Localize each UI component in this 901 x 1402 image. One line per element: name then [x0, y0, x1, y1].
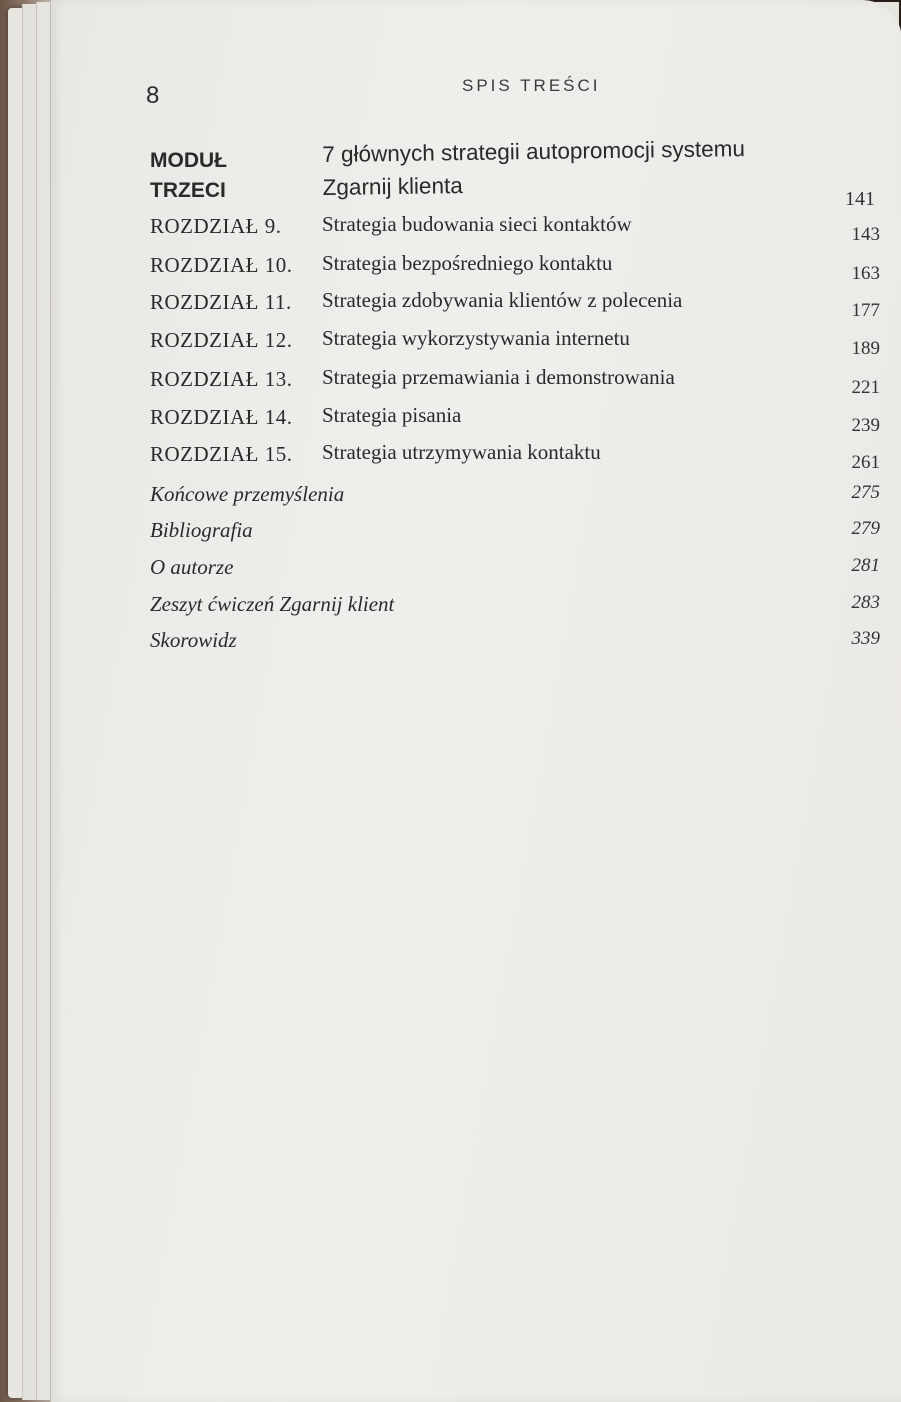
module-title	[322, 131, 843, 204]
back-matter-title: Skorowidz	[150, 628, 237, 652]
chapter-label: ROZDZIAŁ 10.	[150, 253, 293, 277]
toc-back-matter-row[interactable]	[150, 628, 880, 658]
chapter-label: ROZDZIAŁ 12.	[150, 328, 293, 352]
toc-chapter-row[interactable]	[150, 405, 880, 435]
chapter-page: 221	[851, 377, 880, 398]
module-title-line1: 7 głównych strategii autopromocji systemu	[322, 136, 746, 167]
chapter-title: Strategia wykorzystywania internetu	[322, 326, 630, 350]
book-page	[50, 0, 901, 1402]
back-matter-page: 339	[851, 628, 880, 649]
toc-chapter-row[interactable]	[150, 367, 880, 397]
back-matter-title: Zeszyt ćwiczeń Zgarnij klient	[150, 592, 395, 616]
chapter-page: 239	[851, 415, 880, 436]
chapter-page: 163	[851, 263, 880, 284]
chapter-label: ROZDZIAŁ 15.	[150, 442, 293, 466]
toc-back-matter-row[interactable]	[150, 518, 880, 548]
back-matter-title: O autorze	[150, 555, 234, 579]
toc-back-matter-row[interactable]	[150, 482, 880, 512]
chapter-label: ROZDZIAŁ 11.	[150, 290, 292, 314]
chapter-page: 177	[851, 300, 880, 321]
toc-chapter-row[interactable]	[150, 328, 880, 358]
chapter-title: Strategia przemawiania i demonstrowania	[322, 365, 675, 389]
module-label-line2: TRZECI	[150, 179, 226, 202]
back-matter-page: 281	[851, 555, 880, 576]
chapter-title: Strategia budowania sieci kontaktów	[322, 212, 632, 236]
back-matter-title: Końcowe przemyślenia	[150, 482, 345, 506]
back-matter-page: 279	[851, 518, 880, 539]
back-matter-page: 275	[851, 482, 880, 503]
module-label-line1: MODUŁ	[150, 149, 227, 172]
chapter-label: ROZDZIAŁ 9.	[150, 214, 282, 238]
chapter-page: 189	[851, 338, 880, 359]
chapter-title: Strategia utrzymywania kontaktu	[322, 440, 601, 464]
module-label	[150, 146, 330, 206]
toc-back-matter-row[interactable]	[150, 592, 880, 622]
back-matter-page: 283	[851, 592, 880, 613]
toc-chapter-row[interactable]	[150, 442, 880, 472]
chapter-page: 143	[851, 224, 880, 245]
toc-chapter-row[interactable]	[150, 253, 880, 283]
toc-chapter-row[interactable]	[150, 290, 880, 320]
chapter-label: ROZDZIAŁ 14.	[150, 405, 293, 429]
module-title-line2: Zgarnij klienta	[322, 173, 463, 200]
page-number: 8	[146, 82, 160, 109]
chapter-title: Strategia zdobywania klientów z polecenia	[322, 288, 683, 312]
module-page-number: 141	[845, 188, 875, 210]
back-matter-title: Bibliografia	[150, 518, 253, 542]
running-head: SPIS TREŚCI	[462, 76, 601, 95]
chapter-title: Strategia bezpośredniego kontaktu	[322, 251, 613, 275]
toc-back-matter-row[interactable]	[150, 555, 880, 585]
chapter-page: 261	[851, 452, 880, 473]
chapter-label: ROZDZIAŁ 13.	[150, 367, 293, 391]
chapter-title: Strategia pisania	[322, 403, 462, 427]
toc-chapter-row[interactable]	[150, 214, 880, 244]
